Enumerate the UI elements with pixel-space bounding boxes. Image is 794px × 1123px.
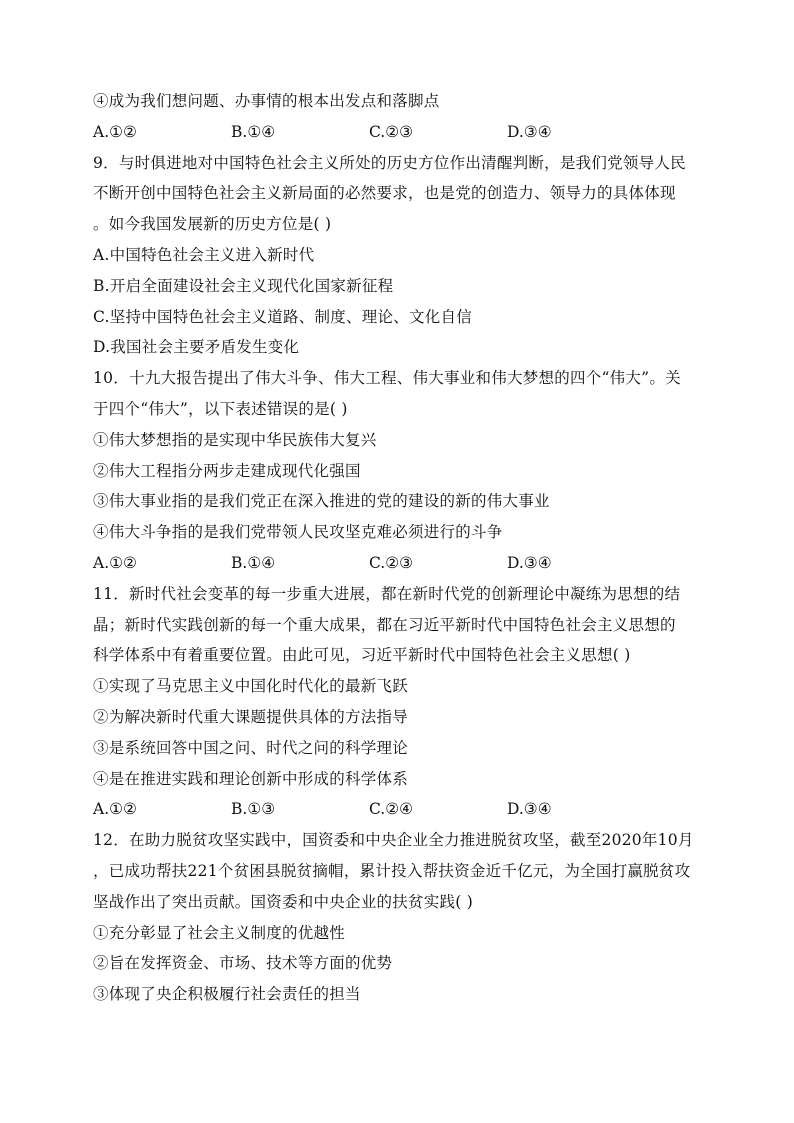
- q11-choice-a: A.①②: [93, 800, 137, 819]
- q9-choice-d: D.我国社会主要矛盾发生变化: [93, 338, 300, 357]
- q10-choice-a: A.①②: [93, 553, 137, 572]
- exam-page: [93, 90, 703, 1014]
- q10-option-3: ③伟大事业指的是我们党正在深入推进的党的建设的新的伟大事业: [93, 492, 550, 511]
- q11-option-3: ③是系统回答中国之问、时代之问的科学理论: [93, 738, 409, 757]
- q9-stem-line: 不断开创中国特色社会主义新局面的必然要求，也是党的创造力、领导力的具体体现: [93, 184, 676, 203]
- q10-stem-line: 于四个“伟大”，以下表述错误的是( ): [93, 399, 348, 418]
- q12-option-1: ①充分彰显了社会主义制度的优越性: [93, 923, 346, 942]
- q9-choice-b: B.开启全面建设社会主义现代化国家新征程: [93, 276, 394, 295]
- q11-choice-c: C.②④: [369, 800, 414, 819]
- q12-stem-line: 坚战作出了突出贡献。国资委和中央企业的扶贫实践( ): [93, 892, 474, 911]
- q10-choices: [93, 552, 703, 574]
- q9-choice-c: C.坚持中国特色社会主义道路、制度、理论、文化自信: [93, 307, 472, 326]
- q9-choice-a: A.中国特色社会主义进入新时代: [93, 245, 315, 264]
- q9-stem-line: 。如今我国发展新的历史方位是( ): [93, 215, 332, 234]
- q11-choice-d: D.③④: [507, 800, 552, 819]
- q10-choice-d: D.③④: [507, 553, 552, 572]
- q12-option-3: ③体现了央企积极履行社会责任的担当: [93, 985, 361, 1004]
- q12-option-2: ②旨在发挥资金、市场、技术等方面的优势: [93, 954, 393, 973]
- q9-stem-line: 9．与时俱进地对中国特色社会主义所处的历史方位作出清醒判断，是我们党领导人民: [93, 153, 686, 172]
- q10-option-1: ①伟大梦想指的是实现中华民族伟大复兴: [93, 430, 377, 449]
- q8-choice-d: D.③④: [507, 122, 552, 141]
- q12-stem-line: ，已成功帮扶221个贫困县脱贫摘帽，累计投入帮扶资金近千亿元，为全国打赢脱贫攻: [93, 861, 691, 880]
- q10-option-2: ②伟大工程指分两步走建成现代化强国: [93, 461, 361, 480]
- q11-stem-line: 11．新时代社会变革的每一步重大进展，都在新时代党的创新理论中凝练为思想的结: [93, 584, 681, 603]
- q8-choice-a: A.①②: [93, 122, 137, 141]
- q12-stem-line: 12．在助力脱贫攻坚实践中，国资委和中央企业全力推进脱贫攻坚，截至2020年10月: [93, 831, 694, 850]
- q11-choices: [93, 798, 703, 820]
- q8-choice-b: B.①④: [231, 122, 276, 141]
- q11-option-4: ④是在推进实践和理论创新中形成的科学体系: [93, 769, 409, 788]
- q11-option-2: ②为解决新时代重大课题提供具体的方法指导: [93, 707, 409, 726]
- q10-stem-line: 10．十九大报告提出了伟大斗争、伟大工程、伟大事业和伟大梦想的四个“伟大”。关: [93, 369, 681, 388]
- q10-choice-b: B.①④: [231, 553, 276, 572]
- q10-option-4: ④伟大斗争指的是我们党带领人民攻坚克难必须进行的斗争: [93, 523, 503, 542]
- q8-option-4: ④成为我们想问题、办事情的根本出发点和落脚点: [93, 92, 440, 110]
- q8-choice-c: C.②③: [369, 122, 414, 141]
- q11-option-1: ①实现了马克思主义中国化时代化的最新飞跃: [93, 677, 409, 696]
- q11-stem-line: 科学体系中有着重要位置。由此可见，习近平新时代中国特色社会主义思想( ): [93, 646, 631, 665]
- q10-choice-c: C.②③: [369, 553, 414, 572]
- q11-stem-line: 晶；新时代实践创新的每一个重大成果，都在习近平新时代中国特色社会主义思想的: [93, 615, 676, 634]
- q11-choice-b: B.①③: [231, 800, 276, 819]
- q8-choices: [93, 121, 703, 143]
